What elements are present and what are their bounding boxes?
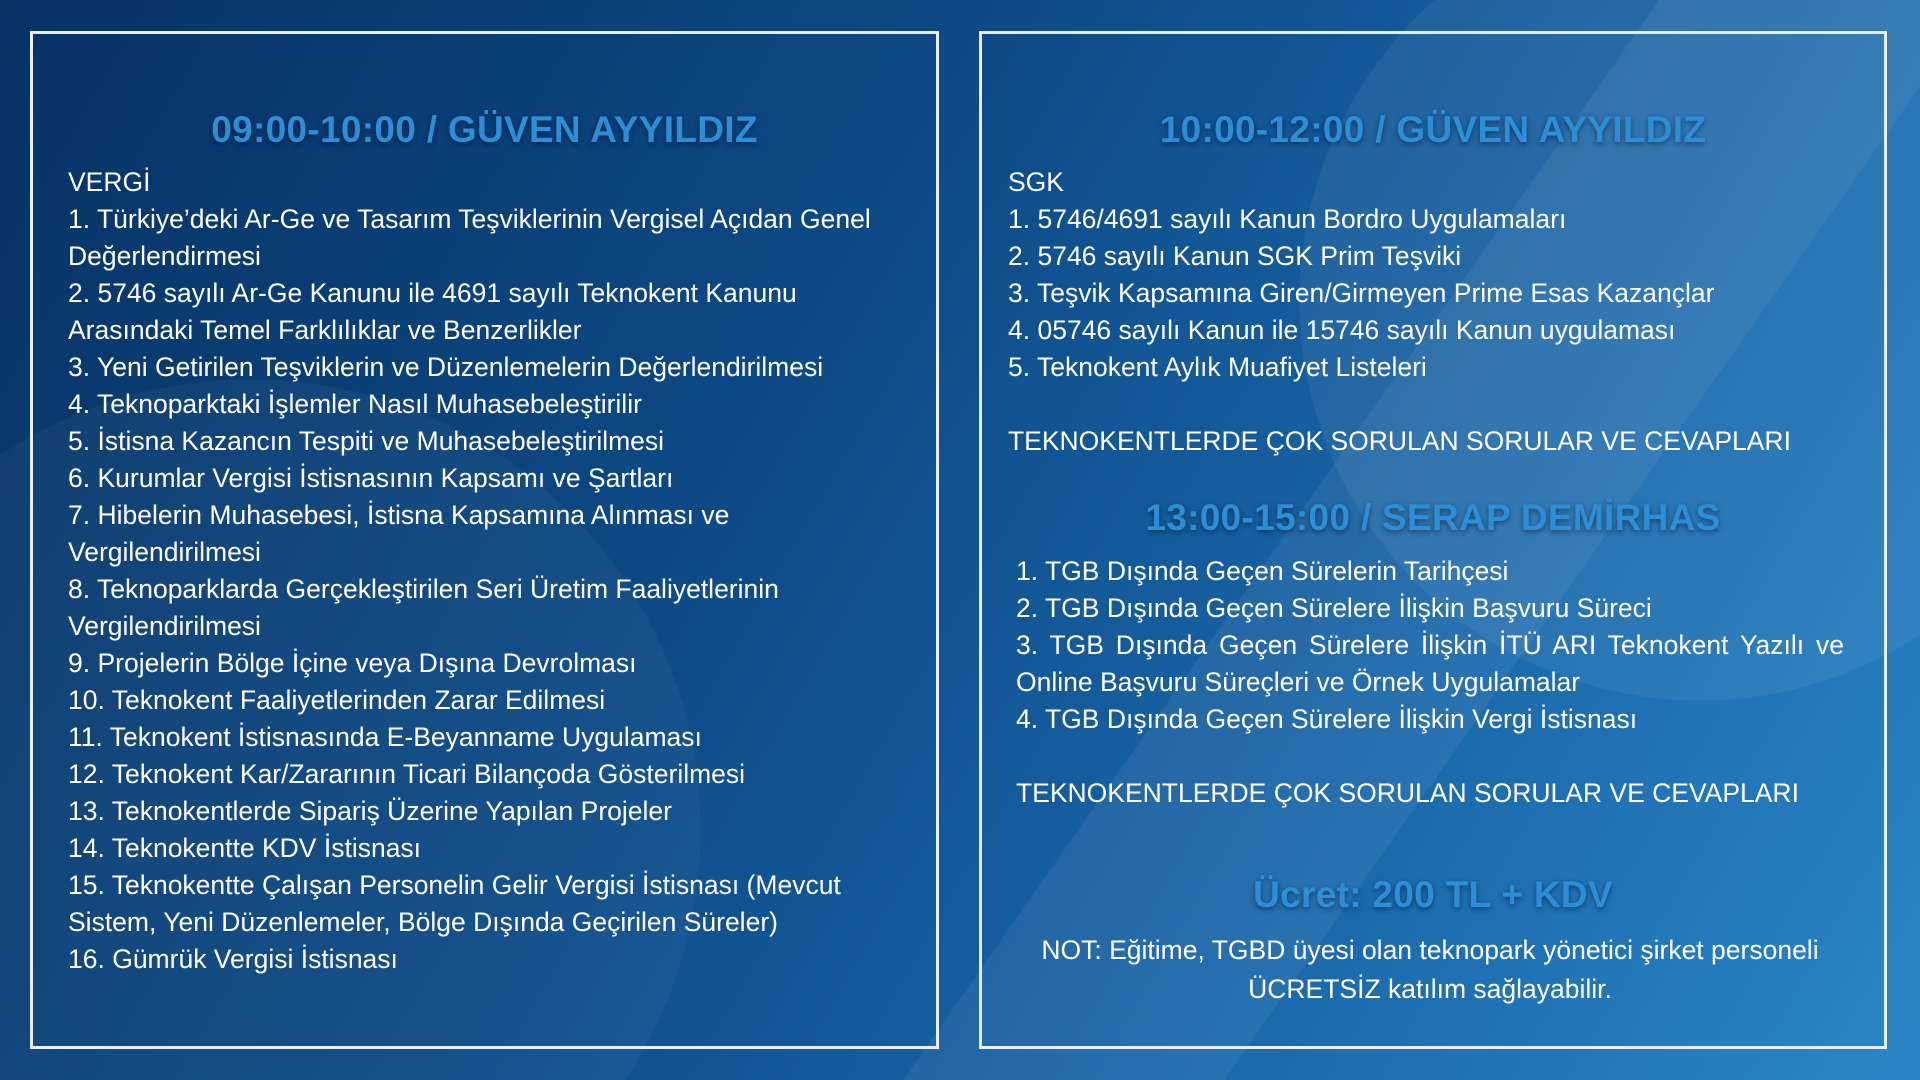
faq-label: TEKNOKENTLERDE ÇOK SORULAN SORULAR VE CEVAPLARI (1016, 778, 1799, 808)
list-item: 3. Teşvik Kapsamına Giren/Girmeyen Prime Esas Kazançlar (1008, 278, 1715, 308)
list-item: 4. TGB Dışında Geçen Sürelere İlişkin Vergi İstisnası (1016, 704, 1638, 734)
tgb-topic-list (1016, 553, 1844, 812)
list-item: 3. Yeni Getirilen Teşviklerin ve Düzenlemelerin Değerlendirilmesi (68, 352, 824, 382)
right-sessions-panel (979, 31, 1887, 1049)
list-item: 9. Projelerin Bölge İçine veya Dışına Devrolması (68, 648, 637, 678)
list-item: 2. TGB Dışında Geçen Sürelere İlişkin Başvuru Süreci (1016, 593, 1652, 623)
spacer (1008, 386, 1858, 423)
faq-label: TEKNOKENTLERDE ÇOK SORULAN SORULAR VE CEVAPLARI (1008, 426, 1791, 456)
session-title: 10:00-12:00 / GÜVEN AYYILDIZ (1159, 109, 1707, 150)
list-item: 6. Kurumlar Vergisi İstisnasının Kapsamı ve Şartları (68, 463, 674, 493)
section-label: SGK (1008, 167, 1064, 197)
spacer (1016, 738, 1844, 775)
list-item: 1. Türkiye’deki Ar-Ge ve Tasarım Teşviklerinin Vergisel Açıdan Genel Değerlendirmesi (68, 204, 871, 271)
list-item: 13. Teknokentlerde Sipariş Üzerine Yapılan Projeler (68, 796, 672, 826)
sgk-topic-list (1008, 164, 1858, 460)
list-item: 11. Teknokent İstisnasında E-Beyanname Uygulaması (68, 722, 702, 752)
list-item: 5. İstisna Kazancın Tespiti ve Muhasebeleştirilmesi (68, 426, 665, 456)
list-item: 16. Gümrük Vergisi İstisnası (68, 944, 398, 974)
list-item: 5. Teknokent Aylık Muafiyet Listeleri (1008, 352, 1427, 382)
list-item: 1. 5746/4691 sayılı Kanun Bordro Uygulamaları (1008, 204, 1567, 234)
free-participation-note: NOT: Eğitime, TGBD üyesi olan teknopark yönetici şirket personeli ÜCRETSİZ katılım sağlayabilir. (1041, 935, 1819, 1004)
section-label: VERGİ (68, 167, 151, 197)
list-item: 2. 5746 sayılı Kanun SGK Prim Teşviki (1008, 241, 1462, 271)
list-item: 10. Teknokent Faaliyetlerinden Zarar Edilmesi (68, 685, 606, 715)
list-item: 15. Teknokentte Çalışan Personelin Gelir Vergisi İstisnası (Mevcut Sistem, Yeni Düzenlemeler, Bölge Dışında Geçirilen Süreler) (68, 870, 841, 937)
list-item: 4. 05746 sayılı Kanun ile 15746 sayılı Kanun uygulaması (1008, 315, 1676, 345)
tax-topic-list (68, 164, 908, 978)
list-item: 4. Teknoparktaki İşlemler Nasıl Muhasebeleştirilir (68, 389, 642, 419)
list-item: 1. TGB Dışında Geçen Sürelerin Tarihçesi (1016, 556, 1509, 586)
list-item: 12. Teknokent Kar/Zararının Ticari Bilançoda Gösterilmesi (68, 759, 746, 789)
session-title: 09:00-10:00 / GÜVEN AYYILDIZ (211, 109, 758, 150)
morning-tax-panel (30, 31, 939, 1049)
list-item: 3. TGB Dışında Geçen Sürelere İlişkin İTÜ ARI Teknokent Yazılı ve Online Başvuru Süreçleri ve Örnek Uygulamalar (1016, 630, 1844, 697)
list-item: 14. Teknokentte KDV İstisnası (68, 833, 422, 863)
list-item: 2. 5746 sayılı Ar-Ge Kanunu ile 4691 sayılı Teknokent Kanunu Arasındaki Temel Farklılıklar ve Benzerlikler (68, 278, 797, 345)
price-label: Ücret: 200 TL + KDV (1253, 874, 1613, 915)
list-item: 7. Hibelerin Muhasebesi, İstisna Kapsamına Alınması ve Vergilendirilmesi (68, 500, 730, 567)
list-item: 8. Teknoparklarda Gerçekleştirilen Seri Üretim Faaliyetlerinin Vergilendirilmesi (68, 574, 779, 641)
session-title: 13:00-15:00 / SERAP DEMİRHAS (1145, 497, 1721, 538)
